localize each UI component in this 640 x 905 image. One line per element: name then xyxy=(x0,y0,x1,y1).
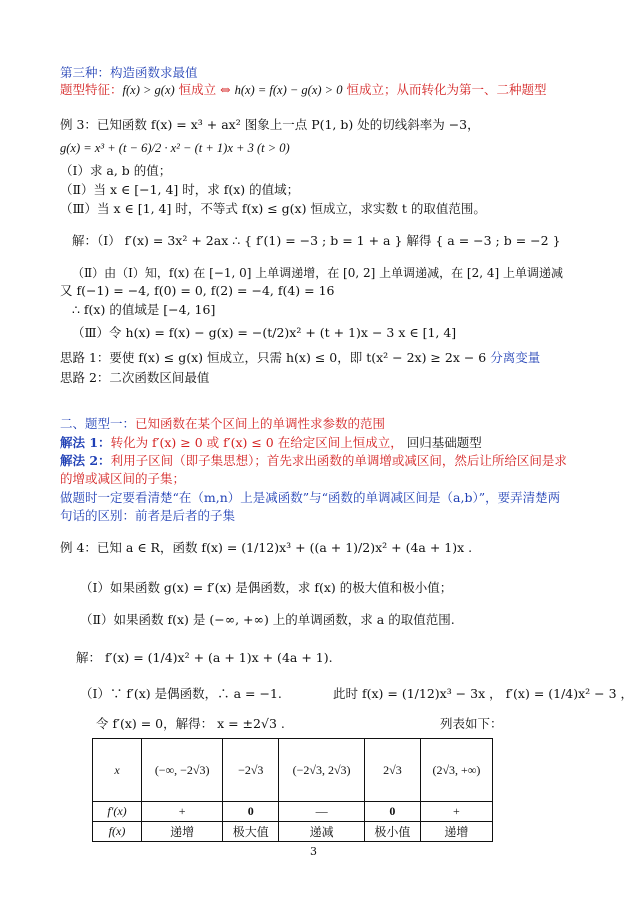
table-cell: 0 xyxy=(364,802,420,822)
table-cell: (−∞, −2√3) xyxy=(142,739,223,802)
example-4-question-2: （Ⅱ）如果函数 f(x) 是 (−∞, +∞) 上的单调函数，求 a 的取值范围. xyxy=(80,612,455,627)
table-cell: (2√3, +∞) xyxy=(420,739,492,802)
variation-table xyxy=(92,738,493,842)
example-4-solution-1b: 此时 f(x) = (1/12)x³ − 3x ， f′(x) = (1/4)x² − 3 ， xyxy=(333,686,634,701)
example-3-question-2: （Ⅱ）当 x ∈ [−1, 4] 时，求 f(x) 的值域； xyxy=(60,182,300,197)
feature-text-1: 恒成立 ⇔ xyxy=(174,82,235,97)
method-2-continued: 的增或减区间的子集； xyxy=(60,471,186,486)
example-3-solution-2a: （Ⅱ）由（Ⅰ）知，f(x) 在 [−1, 0] 上单调递增，在 [0, 2] 上单调递减，在 [2, 4] 上单调递减 xyxy=(72,266,564,280)
table-cell: −2√3 xyxy=(223,739,279,802)
example-3-solution-3: （Ⅲ）令 h(x) = f(x) − g(x) = −(t/2)x² + (t + 1)x − 3 x ∈ [1, 4] xyxy=(72,325,457,340)
feature-label: 题型特征： xyxy=(60,82,123,97)
table-cell: 递增 xyxy=(420,822,492,842)
method-2 xyxy=(60,453,567,469)
example-4-solution-2b: 列表如下： xyxy=(440,716,503,731)
table-row xyxy=(93,822,493,842)
table-cell: + xyxy=(142,802,223,822)
method-2-label: 解法 2： xyxy=(60,453,111,468)
example-3-solution-1: 解：（Ⅰ） f′(x) = 3x² + 2ax ∴ { f′(1) = −3 ; b = 1 + a } 解得 { a = −3 ; b = −2 } xyxy=(72,233,561,248)
table-cell: — xyxy=(279,802,365,822)
method-1-text: 转化为 f′(x) ≥ 0 或 f′(x) ≤ 0 在给定区间上恒成立， xyxy=(110,435,403,450)
example-4-derivative: 解： f′(x) = (1/4)x² + (a + 1)x + (4a + 1). xyxy=(76,650,333,665)
example-4-solution-2a: 令 f′(x) = 0，解得： x = ±2√3 . xyxy=(96,716,285,731)
method-1-tail: 回归基础题型 xyxy=(402,435,482,450)
note-line-1: 做题时一定要看清楚“在（m,n）上是减函数”与“函数的单调减区间是（a,b）”，要弄清楚两 xyxy=(60,490,561,505)
example-3-question-3: （Ⅲ）当 x ∈ [1, 4] 时，不等式 f(x) ≤ g(x) 恒成立，求实数 t 的取值范围。 xyxy=(60,201,486,216)
page-number: 3 xyxy=(310,845,317,858)
feature-text-2: 恒成立；从而转化为第一、二种题型 xyxy=(342,82,547,97)
example-3-solution-2b: 又 f(−1) = −4, f(0) = 0, f(2) = −4, f(4) = 16 xyxy=(60,283,335,298)
table-cell: 极大值 xyxy=(223,822,279,842)
method-1-label: 解法 1： xyxy=(60,435,111,450)
table-row xyxy=(93,802,493,822)
table-cell: x xyxy=(93,739,142,802)
example-4-question-1: （Ⅰ）如果函数 g(x) = f′(x) 是偶函数，求 f(x) 的极大值和极小值； xyxy=(80,580,453,595)
table-cell: f′(x) xyxy=(93,802,142,822)
table-cell: 2√3 xyxy=(364,739,420,802)
feature-inequality: f(x) > g(x) xyxy=(122,83,175,97)
example-3-g-definition: g(x) = x³ + (t − 6)/2 · x² − (t + 1)x + 3 (t > 0) xyxy=(60,141,290,155)
method-1 xyxy=(60,435,482,451)
table-cell: 0 xyxy=(223,802,279,822)
example-3-solution-2c: ∴ f(x) 的值域是 [−4, 16] xyxy=(72,302,216,317)
example-3-question-1: （Ⅰ）求 a, b 的值； xyxy=(60,163,172,178)
table-cell: + xyxy=(420,802,492,822)
table-cell: 递增 xyxy=(142,822,223,842)
table-cell: 极小值 xyxy=(364,822,420,842)
example-4-solution-1a: （Ⅰ）∵ f′(x) 是偶函数，∴ a = −1. xyxy=(80,686,282,701)
table-cell: 递减 xyxy=(279,822,365,842)
example-3-statement: 例 3：已知函数 f(x) = x³ + ax² 图象上一点 P(1, b) 处的切线斜率为 −3， xyxy=(60,117,480,132)
section-3-feature xyxy=(60,82,546,98)
example-3-idea-1 xyxy=(60,350,540,366)
idea-1-highlight: 分离变量 xyxy=(490,350,541,365)
table-header-row xyxy=(93,739,493,802)
section-3-title: 第三种：构造函数求最值 xyxy=(60,65,198,80)
note-line-2: 句话的区别：前者是后者的子集 xyxy=(60,508,236,523)
example-4-statement: 例 4：已知 a ∈ R，函数 f(x) = (1/12)x³ + ((a + 1)/2)x² + (4a + 1)x . xyxy=(60,540,473,555)
feature-h-expression: h(x) = f(x) − g(x) > 0 xyxy=(234,83,343,97)
table-cell: f(x) xyxy=(93,822,142,842)
type-1-topic: 已知函数在某个区间上的单调性求参数的范围 xyxy=(135,416,386,431)
type-1-prefix: 二、题型一： xyxy=(60,416,136,431)
table-cell: (−2√3, 2√3) xyxy=(279,739,365,802)
idea-1-text: 思路 1：要使 f(x) ≤ g(x) 恒成立，只需 h(x) ≤ 0，即 t(x² − 2x) ≥ 2x − 6 xyxy=(60,350,491,365)
type-1-title xyxy=(60,416,385,432)
example-3-idea-2: 思路 2：二次函数区间最值 xyxy=(60,370,210,385)
method-2-text: 利用子区间（即子集思想）；首先求出函数的单调增或减区间，然后让所给区间是求 xyxy=(110,453,567,468)
